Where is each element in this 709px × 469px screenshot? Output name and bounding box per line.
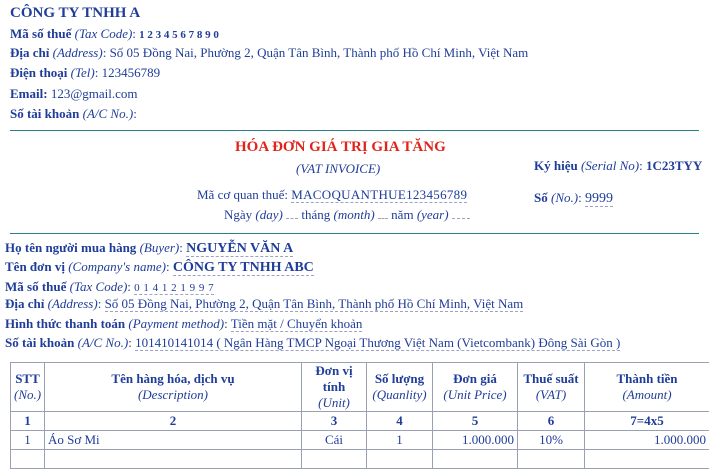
seller-tax-code: 1 2 3 4 5 6 7 8 9 0 (139, 29, 219, 41)
month-en: (month) (333, 207, 375, 222)
header-unit-price: Đơn giá (Unit Price) (433, 363, 518, 412)
seller-phone-en: (Tel) (70, 65, 95, 80)
seller-email-line: Email: 123@gmail.com (10, 86, 138, 101)
row-unit: Cái (302, 431, 367, 450)
day-en: (day) (255, 207, 283, 222)
buyer-tax-code-label: Mã số thuế (5, 279, 67, 294)
seller-phone-line: Điện thoại (Tel): 123456789 (10, 65, 161, 80)
buyer-payment-en: (Payment method) (128, 316, 225, 331)
row-amount: 1.000.000 (585, 431, 709, 450)
buyer-unit-en: (Company's name) (68, 259, 166, 274)
buyer-tax-code-line: Mã số thuế (Tax Code): 0 1 4 1 2 1 9 9 7 (5, 279, 215, 294)
seller-phone-label: Điện thoại (10, 65, 68, 80)
year-blank (452, 218, 470, 219)
index-cell: 2 (45, 412, 302, 431)
buyer-account-label: Số tài khoản (5, 335, 75, 350)
buyer-name-line: Họ tên người mua hàng (Buyer): NGUYỄN VĂN A (5, 240, 294, 256)
day-blank (286, 218, 298, 219)
invoice-subtitle: (VAT INVOICE) (296, 161, 381, 176)
buyer-payment: Tiền mặt / Chuyển khoản (230, 316, 363, 331)
header-stt: STT (No.) (11, 363, 45, 412)
invoice-serial-label: Ký hiệu (534, 158, 578, 173)
buyer-unit: CÔNG TY TNHH ABC (172, 260, 314, 275)
invoice-serial-line: Ký hiệu (Serial No): 1C23TYY (534, 158, 703, 173)
index-cell: 3 (302, 412, 367, 431)
year-en: (year) (416, 207, 449, 222)
buyer-address-line: Địa chỉ (Address): Số 05 Đồng Nai, Phường 2, Quận Tân Bình, Thành phố Hồ Chí Minh, Việt Nam (5, 296, 524, 311)
invoice-serial-en: (Serial No) (580, 158, 640, 173)
buyer-address-label: Địa chỉ (5, 296, 45, 311)
invoice-title: HÓA ĐƠN GIÁ TRỊ GIA TĂNG (235, 139, 446, 155)
invoice-date-line (224, 207, 470, 223)
buyer-address-en: (Address) (47, 296, 98, 311)
seller-email-label: Email (10, 86, 44, 101)
seller-account-line: Số tài khoản (A/C No.): (10, 106, 137, 121)
header-description: Tên hàng hóa, dịch vụ (Description) (45, 363, 302, 412)
buyer-tax-code: 0 1 4 1 2 1 9 9 7 (134, 282, 215, 294)
tax-authority-line (197, 187, 467, 203)
seller-address-label: Địa chỉ (10, 45, 50, 60)
buyer-account: 101410141014 ( Ngân Hàng TMCP Ngoại Thương Việt Nam (Vietcombank) Đông Sài Gòn ) (135, 335, 621, 350)
index-cell: 1 (11, 412, 45, 431)
invoice-number-line: Số (No.): 9999 (534, 190, 613, 206)
buyer-name-label: Họ tên người mua hàng (5, 240, 137, 255)
invoice-serial: 1C23TYY (645, 158, 703, 173)
row-vat: 10% (518, 431, 585, 450)
table-row-empty (11, 450, 709, 469)
index-cell: 6 (518, 412, 585, 431)
seller-tax-code-line: Mã số thuế (Tax Code): 1 2 3 4 5 6 7 8 9 0 (10, 26, 219, 41)
divider-top (10, 130, 699, 131)
invoice-number-label: Số (534, 190, 548, 205)
seller-address: Số 05 Đồng Nai, Phường 2, Quận Tân Bình, Thành phố Hồ Chí Minh, Việt Nam (109, 45, 529, 60)
seller-account-en: (A/C No.) (82, 106, 134, 121)
seller-tax-code-label: Mã số thuế (10, 26, 72, 41)
table-header-row (11, 363, 709, 412)
buyer-tax-code-en: (Tax Code) (69, 279, 128, 294)
table-row (11, 431, 709, 450)
index-cell: 4 (367, 412, 433, 431)
tax-authority-label: Mã cơ quan thuế: (197, 187, 288, 202)
buyer-name-en: (Buyer) (139, 240, 180, 255)
header-vat: Thuế suất (VAT) (518, 363, 585, 412)
items-table (10, 362, 709, 469)
row-unit-price: 1.000.000 (433, 431, 518, 450)
buyer-account-en: (A/C No.) (77, 335, 129, 350)
tax-authority-code: MACOQUANTHUE123456789 (291, 187, 468, 202)
seller-address-en: (Address) (52, 45, 103, 60)
month-label: tháng (301, 207, 331, 222)
buyer-name: NGUYỄN VĂN A (186, 241, 294, 256)
month-blank (378, 218, 388, 219)
index-cell: 5 (433, 412, 518, 431)
buyer-payment-line: Hình thức thanh toán (Payment method): Tiền mặt / Chuyển khoản (5, 316, 363, 331)
index-cell: 7=4x5 (585, 412, 709, 431)
table-index-row (11, 412, 709, 431)
row-quantity: 1 (367, 431, 433, 450)
row-description: Áo Sơ Mi (45, 431, 302, 450)
invoice-number-en: (No.) (550, 190, 579, 205)
seller-email: 123@gmail.com (50, 86, 138, 101)
buyer-unit-line: Tên đơn vị (Company's name): CÔNG TY TNHH ABC (5, 259, 314, 275)
buyer-account-line: Số tài khoản (A/C No.): 101410141014 ( Ngân Hàng TMCP Ngoại Thương Việt Nam (Vietcombank) Đông Sài Gòn ) (5, 335, 621, 350)
seller-company-name: CÔNG TY TNHH A (10, 5, 141, 21)
invoice-number: 9999 (584, 191, 613, 206)
buyer-address: Số 05 Đồng Nai, Phường 2, Quận Tân Bình, Thành phố Hồ Chí Minh, Việt Nam (104, 296, 524, 311)
header-amount: Thành tiền (Amount) (585, 363, 709, 412)
header-quantity: Số lượng (Quanlity) (367, 363, 433, 412)
seller-account-label: Số tài khoản (10, 106, 80, 121)
seller-tax-code-en: (Tax Code) (74, 26, 133, 41)
year-label: năm (391, 207, 414, 222)
day-label: Ngày (224, 207, 253, 222)
buyer-unit-label: Tên đơn vị (5, 259, 65, 274)
buyer-payment-label: Hình thức thanh toán (5, 316, 126, 331)
divider-middle (10, 233, 699, 234)
seller-phone: 123456789 (101, 65, 161, 80)
row-stt: 1 (11, 431, 45, 450)
header-unit: Đơn vị tính (Unit) (302, 363, 367, 412)
seller-address-line: Địa chỉ (Address): Số 05 Đồng Nai, Phường 2, Quận Tân Bình, Thành phố Hồ Chí Minh, Việt Nam (10, 45, 529, 60)
